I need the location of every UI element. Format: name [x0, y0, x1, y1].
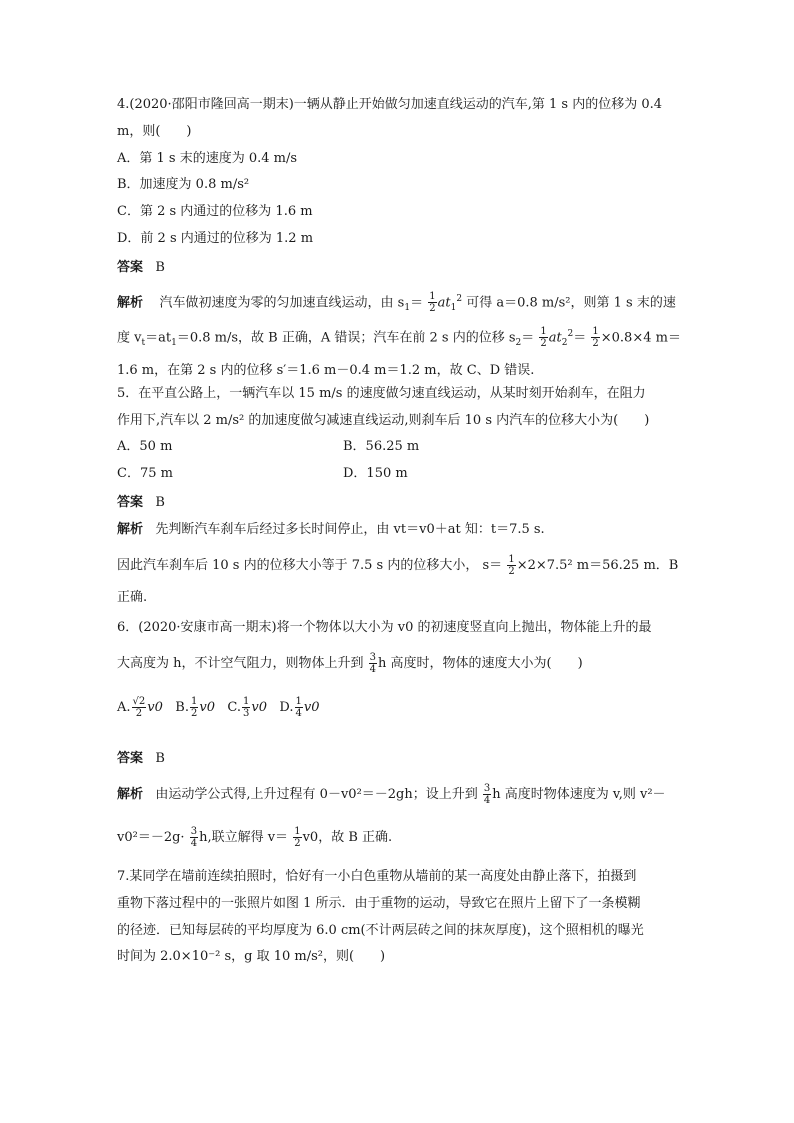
q5-option-c: C．75 m	[117, 466, 173, 481]
q6-option-c: C. $\frac{1}{3}$ v0	[227, 696, 268, 719]
q6-answer	[117, 750, 165, 768]
q6-option-d: D. $\frac{1}{4}$ v0	[279, 696, 320, 719]
analysis-text: 可得 a＝0.8 m/s²，则第 1 s 末的速	[466, 295, 676, 311]
analysis-label: 解析	[117, 522, 144, 537]
q4-stem-line1: 4.(2020·邵阳市隆回高一期末)一辆从静止开始做匀加速直线运动的汽车,第 1 s 内的位移为 0.4	[117, 97, 663, 112]
analysis-text: ×2×7.5² m＝56.25 m．B	[516, 558, 679, 573]
q5-stem-line1: 5．在平直公路上，一辆汽车以 15 m/s 的速度做匀速直线运动，从某时刻开始刹车，在阻力	[117, 386, 646, 401]
answer-label: 答案	[117, 751, 144, 766]
q7-line1: 7.某同学在墙前连续拍照时，恰好有一小白色重物从墙前的某一高度处由静止落下，拍摄到	[117, 869, 637, 884]
analysis-text: 先判断汽车刹车后经过多长时间停止，由 vt＝v0＋at 知：t＝7.5 s.	[155, 522, 545, 537]
analysis-text: ＝	[521, 330, 535, 346]
stem-text: h 高度时，物体的速度大小为( )	[378, 656, 583, 671]
q6-options	[117, 696, 320, 719]
q4-option-b: B．加速度为 0.8 m/s²	[117, 177, 250, 192]
q6-analysis-line2	[117, 826, 392, 849]
fraction: $\frac{3}{4}$	[369, 652, 377, 675]
fraction: $\frac{3}{4}$	[190, 826, 198, 849]
answer-value: B	[155, 260, 165, 275]
q5-analysis-line3: 正确.	[117, 590, 148, 605]
analysis-text: 由运动学公式得,上升过程有 0－v0²＝－2gh；设上升到	[155, 787, 478, 802]
q7-line4: 时间为 2.0×10⁻² s，g 取 10 m/s²，则( )	[117, 949, 386, 964]
q5-analysis-line2	[117, 554, 678, 577]
q5-option-b: B．56.25 m	[343, 439, 420, 454]
answer-value: B	[155, 751, 165, 766]
fraction: $\frac{1}{2}$	[540, 326, 547, 350]
q6-option-a: A. $\frac{√2}{2}$ v0	[117, 696, 163, 719]
q5-option-a: A．50 m	[117, 439, 173, 454]
q4-option-c: C．第 2 s 内通过的位移为 1.6 m	[117, 204, 313, 219]
q4-analysis-line2: 度 $v_t=at_1=0.8$ m/s，故 B 正确，A 错误；汽车在前 2 s 内的位移 $s_2=$ $\frac{1}{2}$ $at_2^2=$ $\frac{1}{2}$ ×0.8×4 m＝	[117, 326, 681, 350]
analysis-text: 因此汽车刹车后 10 s 内的位移大小等于 7.5 s 内的位移大小， s＝	[117, 558, 503, 573]
answer-label: 答案	[117, 260, 144, 275]
fraction: $\frac{1}{2}$	[294, 826, 301, 849]
analysis-text: at	[437, 295, 451, 311]
stem-text: 大高度为 h，不计空气阻力，则物体上升到	[117, 656, 364, 671]
analysis-text: ＝	[410, 295, 424, 311]
q4-stem-line2: m，则( )	[117, 124, 192, 139]
analysis-text: ＝at	[145, 330, 172, 346]
analysis-text: v0，故 B 正确.	[302, 830, 393, 845]
analysis-text: ＝0.8 m/s，故 B 正确，A 错误；汽车在前 2 s 内的位移 s	[176, 330, 516, 346]
analysis-label: 解析	[117, 295, 144, 311]
analysis-label: 解析	[117, 787, 144, 802]
analysis-text: ＝	[573, 330, 587, 346]
analysis-text: 汽车做初速度为零的匀加速直线运动，由 s	[159, 295, 405, 311]
q4-analysis-line1: 解析 汽车做初速度为零的匀加速直线运动，由 $s_1=$ $\frac{1}{2}$ $at_1^2$ 可得 a＝0.8 m/s²，则第 1 s 末的速	[117, 291, 676, 315]
analysis-text: v0²＝－2g·	[117, 830, 185, 845]
fraction: $\frac{3}{4}$	[483, 783, 491, 806]
analysis-text: 度 v	[117, 330, 142, 346]
q4-answer	[117, 259, 165, 277]
q7-line3: 的径迹．已知每层砖的平均厚度为 6.0 cm(不计两层砖之间的抹灰厚度)，这个照相机的曝光	[117, 923, 644, 938]
q4-option-d: D．前 2 s 内通过的位移为 1.2 m	[117, 231, 314, 246]
q6-option-b: B. $\frac{1}{2}$ v0	[175, 696, 215, 719]
analysis-text: ×0.8×4 m＝	[600, 330, 681, 346]
q5-option-d: D．150 m	[343, 466, 408, 481]
q7-line2: 重物下落过程中的一张照片如图 1 所示．由于重物的运动，导致它在照片上留下了一条模糊	[117, 896, 641, 911]
answer-label: 答案	[117, 495, 144, 510]
q5-analysis-line1	[117, 521, 545, 539]
analysis-text: at	[548, 330, 562, 346]
q5-stem-line2: 作用下,汽车以 2 m/s² 的加速度做匀减速直线运动,则刹车后 10 s 内汽车的位移大小为( )	[117, 413, 650, 428]
q4-analysis-line3: 1.6 m，在第 2 s 内的位移 s′＝1.6 m－0.4 m＝1.2 m，故 C、D 错误.	[117, 363, 535, 378]
analysis-text: h,联立解得 v＝	[199, 830, 289, 845]
answer-value: B	[155, 495, 165, 510]
analysis-text: h 高度时物体速度为 v,则 v²－	[492, 787, 666, 802]
q5-answer	[117, 494, 165, 512]
q6-analysis-line1	[117, 783, 666, 806]
fraction: $\frac{1}{2}$	[508, 554, 515, 577]
q4-option-a: A．第 1 s 末的速度为 0.4 m/s	[117, 151, 298, 166]
q6-stem-line2	[117, 652, 583, 675]
fraction: $\frac{1}{2}$	[592, 326, 599, 350]
fraction: $\frac{1}{2}$	[429, 291, 436, 315]
q6-stem-line1: 6．(2020·安康市高一期末)将一个物体以大小为 v0 的初速度竖直向上抛出，物体能上升的最	[117, 620, 652, 635]
